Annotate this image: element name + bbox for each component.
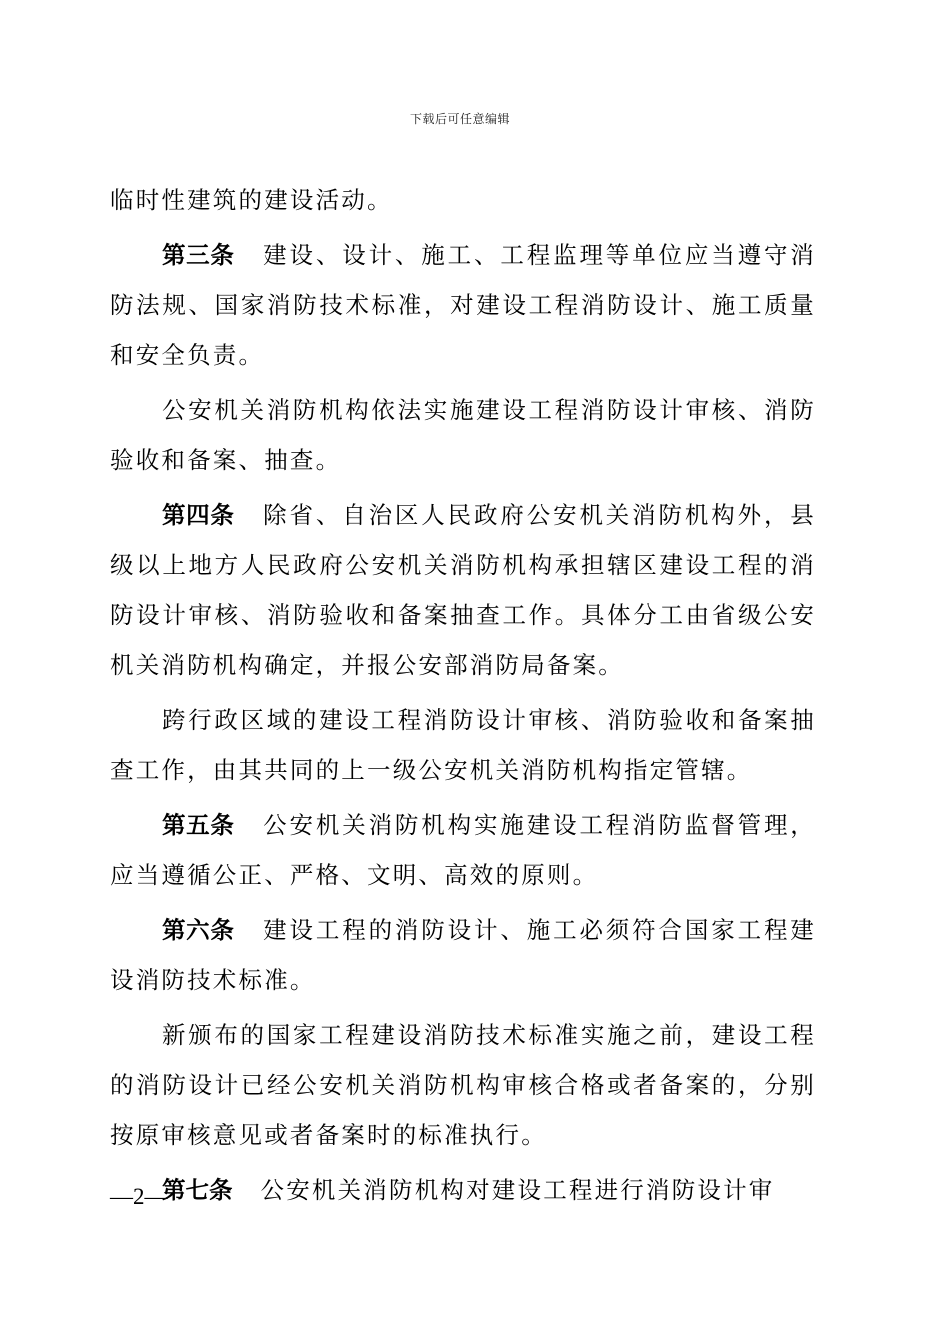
header-note: 下载后可任意编辑 bbox=[409, 112, 510, 126]
paragraph-text: 跨行政区域的建设工程消防设计审核、消防验收和备案抽查工作，由其共同的上一级公安机关消防机构指定管辖。 bbox=[110, 706, 816, 784]
article-label: 第七条 bbox=[162, 1176, 233, 1204]
page-number: —2— bbox=[110, 1184, 168, 1209]
paragraph-text: 新颁布的国家工程建设消防技术标准实施之前，建设工程的消防设计已经公安机关消防机构审核合格或者备案的，分别按原审核意见或者备案时的标准执行。 bbox=[110, 1021, 816, 1149]
paragraph-text: 建设、设计、施工、工程监理等单位应当遵守消防法规、国家消防技术标准，对建设工程消防设计、施工质量和安全负责。 bbox=[110, 241, 817, 369]
article-label: 第三条 bbox=[162, 241, 235, 269]
article-label: 第四条 bbox=[162, 501, 235, 529]
paragraph-text: 公安机关消防机构实施建设工程消防监督管理，应当遵循公正、严格、文明、高效的原则。 bbox=[110, 811, 817, 889]
paragraph-8 bbox=[110, 1010, 816, 1160]
article-4 bbox=[110, 490, 816, 690]
paragraph-text: 公安机关消防机构对建设工程进行消防设计审 bbox=[260, 1176, 775, 1204]
article-5 bbox=[110, 800, 816, 900]
article-label: 第五条 bbox=[162, 811, 235, 839]
paragraph-1 bbox=[110, 175, 816, 225]
paragraph-text: 公安机关消防机构依法实施建设工程消防设计审核、消防验收和备案、抽查。 bbox=[110, 396, 816, 474]
document-body bbox=[110, 175, 816, 1220]
article-6 bbox=[110, 905, 816, 1005]
paragraph-3 bbox=[110, 385, 816, 485]
article-label: 第六条 bbox=[162, 916, 235, 944]
paragraph-text: 建设工程的消防设计、施工必须符合国家工程建设消防技术标准。 bbox=[110, 916, 817, 994]
paragraph-text: 临时性建筑的建设活动。 bbox=[110, 186, 393, 214]
paragraph-5 bbox=[110, 695, 816, 795]
article-3 bbox=[110, 230, 816, 380]
article-7 bbox=[110, 1165, 816, 1215]
paragraph-text: 除省、自治区人民政府公安机关消防机构外，县级以上地方人民政府公安机关消防机构承担辖区建设工程的消防设计审核、消防验收和备案抽查工作。具体分工由省级公安机关消防机构确定，并报公安部消防局备案。 bbox=[110, 501, 817, 679]
